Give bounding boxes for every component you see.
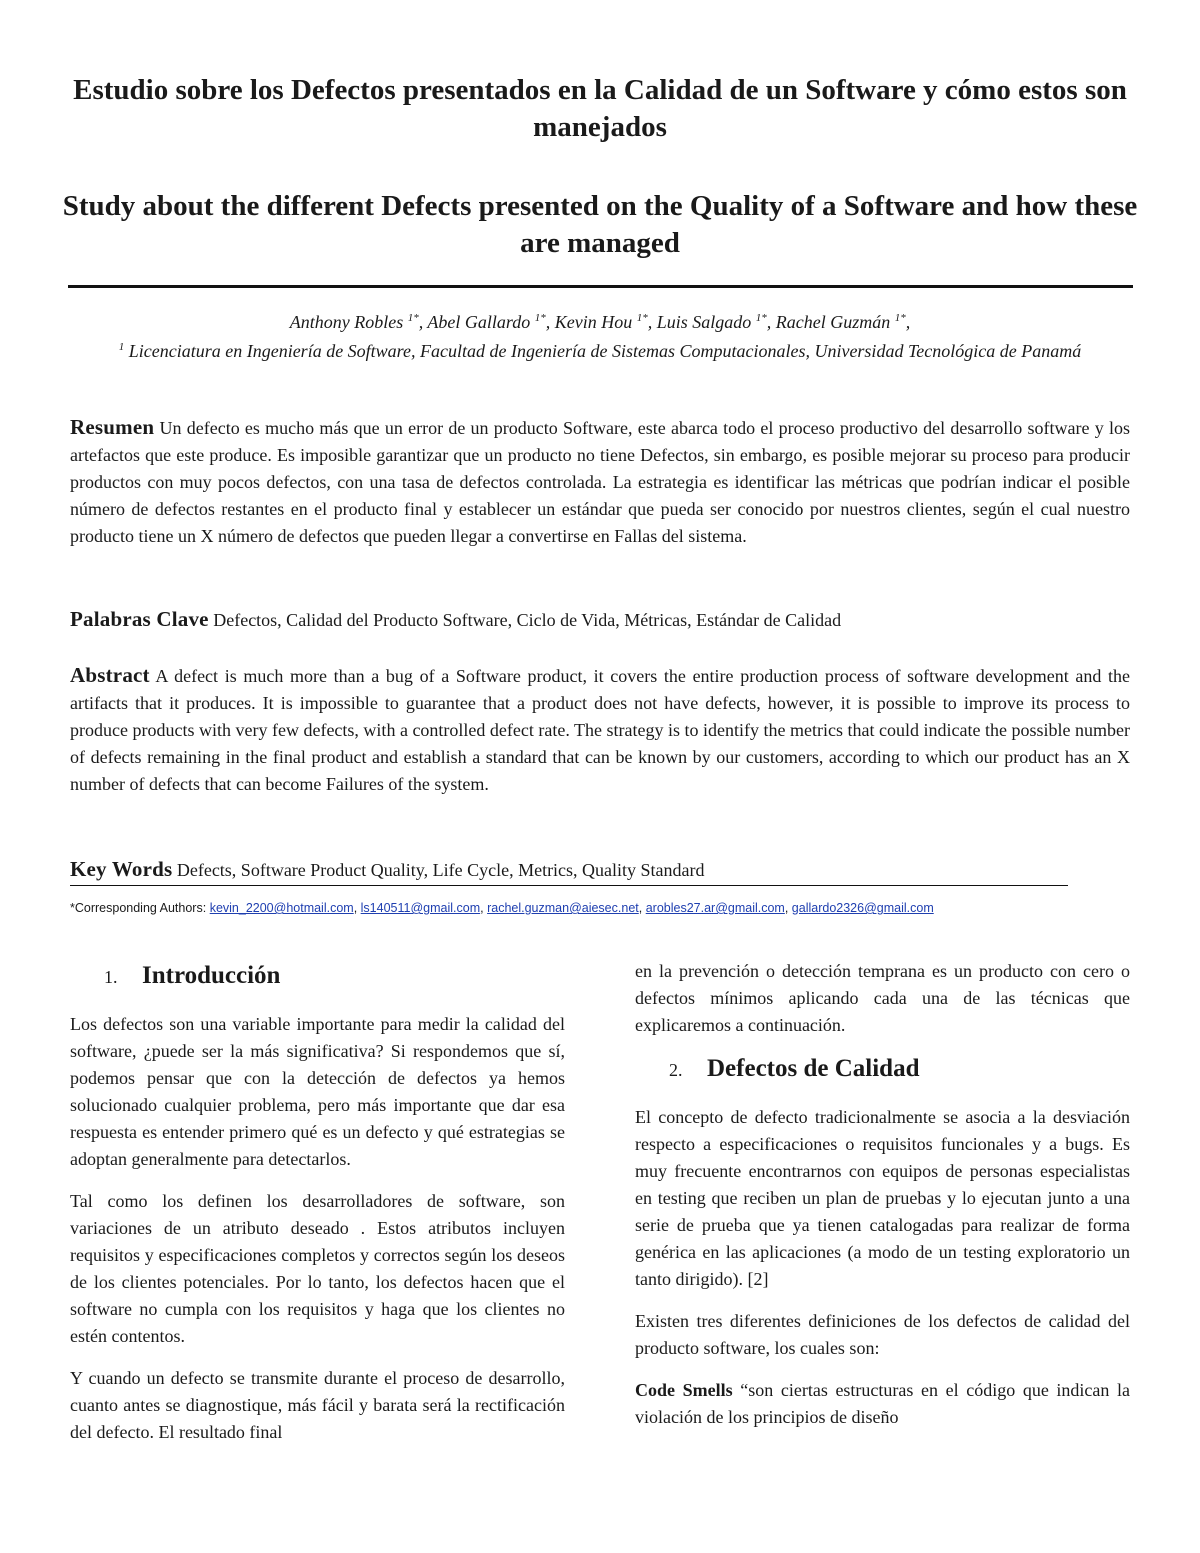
email-link[interactable]: ls140511@gmail.com — [360, 901, 481, 915]
email-link[interactable]: kevin_2200@hotmail.com — [209, 901, 354, 915]
affiliation-text: Licenciatura en Ingeniería de Software, Facultad de Ingeniería de Sistemas Computacionales, Universidad Tecnológica de Panamá — [128, 341, 1082, 361]
affiliation — [70, 335, 1130, 364]
paragraph: Y cuando un defecto se transmite durante el proceso de desarrollo, cuanto antes se diagnostique, más fácil y barata será la rectificación del defecto. El resultado final — [70, 1368, 565, 1442]
email-link[interactable]: rachel.guzman@aiesec.net — [487, 901, 639, 915]
key-words-text: Defects, Software Product Quality, Life Cycle, Metrics, Quality Standard — [176, 860, 705, 880]
section-number: 2. — [669, 1060, 683, 1080]
left-column — [70, 958, 565, 1461]
section-number: 1. — [104, 967, 118, 987]
author-name: Abel Gallardo — [427, 312, 531, 332]
palabras-clave-block — [70, 606, 1130, 634]
section-heading-intro — [70, 958, 565, 995]
key-words-block — [70, 856, 1130, 884]
abstract-text: A defect is much more than a bug of a Software product, it covers the entire production process of software development and the artifacts that it produces. It is impossible to guarantee that a product does not have defects, however, it is possible to improve its process to produce products with very few defects, with a controlled defect rate. The strategy is to identify the metrics that could indicate the possible number of defects remaining in the final product and establish a standard that can be known by our customers, according to which our product has an X number of defects that can become Failures of the system. — [70, 666, 1131, 794]
right-column — [635, 958, 1130, 1446]
title-english: Study about the different Defects presented on the Quality of a Software and how these are managed — [62, 190, 1138, 259]
paragraph: Tal como los definen los desarrolladores de software, son variaciones de un atributo deseado . Estos atributos incluyen requisitos y especificaciones completos y correctos según los deseos de los clientes potenciales. Por lo tanto, los defectos hacen que el software no cumpla con los requisitos y haga que los clientes no estén contentos. — [70, 1191, 565, 1346]
author-list: Anthony Robles $^{1*}$, Abel Gallardo $^{1*}$, Kevin Hou $^{1*}$, Luis Salgado $^{1*}$, Rachel Guzmán $^{1*}$, — [289, 312, 911, 332]
paragraph: Existen tres diferentes definiciones de los defectos de calidad del producto software, los cuales son: — [635, 1311, 1130, 1358]
author-name: Anthony Robles — [289, 312, 404, 332]
abstract-label: Abstract — [70, 663, 150, 687]
paragraph: El concepto de defecto tradicionalmente se asocia a la desviación respecto a especificaciones o requisitos funcionales y a bugs. Es muy frecuente encontrarnos con equipos de personas especialistas en testing que reciben un plan de pruebas y lo ejecutan junto a una serie de prueba que ya tienen catalogadas para realizar de forma genérica en las aplicaciones (a modo de un testing exploratorio un tanto dirigido). [2] — [635, 1107, 1130, 1289]
author-name: Rachel Guzmán — [775, 312, 891, 332]
code-smells-label: Code Smells — [635, 1380, 733, 1400]
section-heading-defects — [635, 1051, 1130, 1088]
palabras-clave-text: Defectos, Calidad del Producto Software, Ciclo de Vida, Métricas, Estándar de Calidad — [213, 610, 842, 630]
abstract-block — [70, 662, 1130, 798]
author-mark: 1* — [407, 312, 419, 324]
palabras-clave-label: Palabras Clave — [70, 607, 209, 631]
affiliation-mark: 1 — [118, 341, 125, 353]
author-mark: 1* — [534, 312, 546, 324]
keywords-divider — [70, 885, 1068, 886]
author-mark: 1* — [636, 312, 648, 324]
author-name: Kevin Hou — [554, 312, 633, 332]
resumen-block — [70, 414, 1130, 550]
paragraph: en la prevención o detección temprana es un producto con cero o defectos mínimos aplicando cada una de las técnicas que explicaremos a continuación. — [635, 961, 1130, 1035]
email-link[interactable]: arobles27.ar@gmail.com — [645, 901, 785, 915]
header-divider — [68, 285, 1133, 288]
code-smells-paragraph — [635, 1377, 1130, 1431]
title-spanish: Estudio sobre los Defectos presentados en la Calidad de un Software y cómo estos son manejados — [73, 74, 1127, 143]
code-smells-text: “son ciertas estructuras en el código que indican la violación de los principios de diseño — [635, 1380, 1131, 1427]
author-block — [70, 306, 1130, 364]
email-link[interactable]: gallardo2326@gmail.com — [791, 901, 934, 915]
resumen-text: Un defecto es mucho más que un error de un producto Software, este abarca todo el proceso productivo del desarrollo software y los artefactos que este produce. Es imposible garantizar que un producto no tiene Defectos, sin embargo, es posible mejorar su proceso para producir productos con muy pocos defectos, con una tasa de defectos controlada. La estrategia es identificar las métricas que podrían indicar el posible número de defectos restantes en el producto final y establecer un estándar que pueda ser conocido por nuestros clientes, según el cual nuestro producto tiene un X número de defectos que pueden llegar a convertirse en Fallas del sistema. — [70, 418, 1131, 546]
author-name: Luis Salgado — [656, 312, 752, 332]
section-title: Introducción — [142, 962, 281, 989]
corresponding-label: *Corresponding Authors: — [70, 901, 207, 915]
resumen-label: Resumen — [70, 415, 155, 439]
corresponding-authors: *Corresponding Authors: kevin_2200@hotmail.com, ls140511@gmail.com, rachel.guzman@aiesec.net, arobles27.ar@gmail.com, gallardo2326@gmail.com — [70, 901, 934, 915]
key-words-label: Key Words — [70, 857, 173, 881]
section-title: Defectos de Calidad — [707, 1055, 920, 1082]
author-mark: 1* — [755, 312, 767, 324]
paragraph: Los defectos son una variable importante para medir la calidad del software, ¿puede ser la más significativa? Si respondemos que sí, podemos pensar que con la detección de defectos ya hemos solucionado cualquier problema, pero más importante que dar esa respuesta es entender primero qué es un defecto y qué estrategias se adoptan generalmente para detectarlos. — [70, 1014, 565, 1169]
author-mark: 1* — [894, 312, 906, 324]
